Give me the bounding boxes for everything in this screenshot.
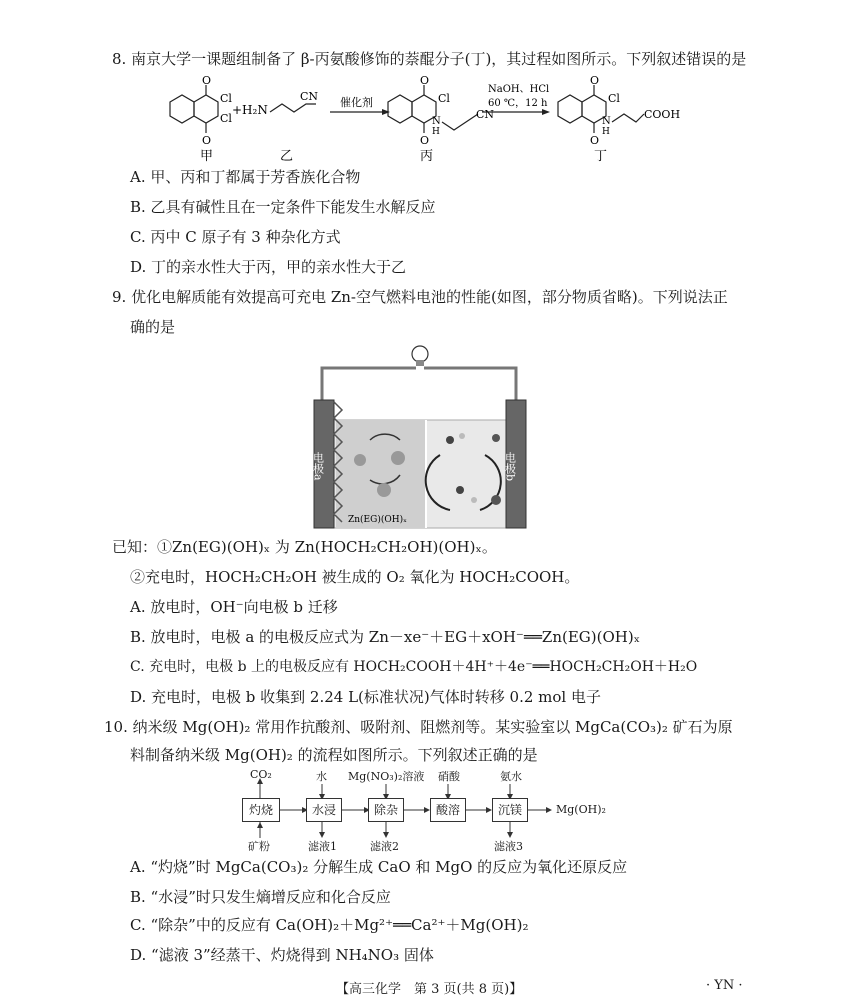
cond2: 60 ℃，12 h [488, 98, 548, 109]
q8-stem: 8. 南京大学一课题组制备了 β-丙氨酸修饰的萘醌分子(丁)，其过程如图所示。下列叙述错误的是 [112, 50, 747, 68]
cn-bing: CN [476, 108, 495, 121]
q9-known-1: 已知：①Zn(EG)(OH)ₓ 为 Zn(HOCH₂CH₂OH)(OH)ₓ。 [112, 538, 497, 556]
q9-option-a: A. 放电时，OH⁻向电极 b 迁移 [130, 598, 338, 616]
q9-option-b: B. 放电时，电极 a 的电极反应式为 Zn－xe⁻＋EG＋xOH⁻══Zn(EG)(OH)ₓ [130, 628, 641, 646]
o-bottom-ding: O [590, 134, 600, 147]
bulb-icon [412, 346, 428, 366]
compound-jia [170, 85, 218, 133]
flow-step-acid-dissolve: 酸溶 [430, 798, 466, 822]
flow-step-water-leach: 水浸 [306, 798, 342, 822]
flow-bottom-filtrate1: 滤液1 [308, 840, 337, 853]
q9-battery-diagram [300, 340, 540, 535]
q10-stem-line1: 10. 纳米级 Mg(OH)₂ 常用作抗酸剂、吸附剂、阻燃剂等。某实验室以 MgCa(CO₃)₂ 矿石为原 [104, 718, 733, 736]
label-bing: 丙 [420, 149, 434, 164]
flow-top-mgno3: Mg(NO₃)₂溶液 [348, 770, 425, 783]
n-ding: N [602, 116, 611, 127]
n-bing: N [432, 116, 441, 127]
footer-page-info: 【高三化学 第 3 页(共 8 页)】 [336, 982, 523, 997]
flow-bottom-ore-powder: 矿粉 [248, 840, 270, 853]
o-bottom-jia: O [202, 134, 212, 147]
flow-top-nitric-acid: 硝酸 [438, 770, 460, 783]
q9-stem-line2: 确的是 [130, 318, 176, 336]
zn-complex-label: Zn(EG)(OH)ₓ [348, 515, 407, 525]
q8-option-a: A. 甲、丙和丁都属于芳香族化合物 [130, 168, 361, 186]
label-ding: 丁 [594, 149, 608, 164]
flow-top-water: 水 [316, 770, 327, 783]
o-top-ding: O [590, 74, 600, 87]
h-ding: H [602, 127, 610, 137]
q10-option-c: C. “除杂”中的反应有 Ca(OH)₂＋Mg²⁺══Ca²⁺＋Mg(OH)₂ [130, 916, 529, 934]
o-top-jia: O [202, 74, 212, 87]
q8-option-d: D. 丁的亲水性大于丙，甲的亲水性大于乙 [130, 258, 407, 276]
flow-bottom-filtrate3: 滤液3 [494, 840, 523, 853]
compound-ding [558, 85, 644, 133]
q8-reaction-scheme [150, 72, 690, 167]
catalyst: 催化剂 [340, 96, 373, 109]
q10-flow-diagram [230, 768, 630, 852]
electrode-a-label: 电极a [311, 452, 325, 481]
q10-option-a: A. “灼烧”时 MgCa(CO₃)₂ 分解生成 CaO 和 MgO 的反应为氧化还原反应 [130, 858, 628, 876]
cl-bing: Cl [438, 92, 450, 105]
cl-ding: Cl [608, 92, 620, 105]
o-top-bing: O [420, 74, 430, 87]
q9-stem-line1: 9. 优化电解质能有效提高可充电 Zn-空气燃料电池的性能(如图，部分物质省略)。下列说法正 [112, 288, 728, 306]
h-bing: H [432, 127, 440, 137]
cl1-jia: Cl [220, 92, 232, 105]
q10-option-d: D. “滤液 3”经蒸干、灼烧得到 NH₄NO₃ 固体 [130, 946, 434, 964]
cl2-jia: Cl [220, 112, 232, 125]
flow-bottom-filtrate2: 滤液2 [370, 840, 399, 853]
cond1: NaOH、HCl [488, 84, 550, 95]
q8-option-c: C. 丙中 C 原子有 3 种杂化方式 [130, 228, 341, 246]
cooh-ding: COOH [644, 108, 681, 121]
o-bottom-bing: O [420, 134, 430, 147]
flow-top-co2: CO₂ [250, 768, 272, 781]
label-jia: 甲 [200, 149, 214, 164]
q10-stem-line2: 料制备纳米级 Mg(OH)₂ 的流程如图所示。下列叙述正确的是 [130, 746, 538, 764]
flow-top-ammonia: 氨水 [500, 770, 522, 783]
plus-h2n: +H₂N [232, 103, 268, 117]
q9-known-2: ②充电时，HOCH₂CH₂OH 被生成的 O₂ 氧化为 HOCH₂COOH。 [130, 568, 580, 586]
q9-option-d: D. 充电时，电极 b 收集到 2.24 L(标准状况)气体时转移 0.2 mol 电子 [130, 688, 601, 706]
label-yi: 乙 [280, 149, 294, 164]
flow-step-precipitate-mg: 沉镁 [492, 798, 528, 822]
flow-step-remove-impurity: 除杂 [368, 798, 404, 822]
q10-option-b: B. “水浸”时只发生熵增反应和化合反应 [130, 888, 391, 906]
footer-region-code: · YN · [706, 978, 743, 993]
flow-product: Mg(OH)₂ [556, 803, 606, 816]
q9-option-c: C. 充电时，电极 b 上的电极反应有 HOCH₂COOH＋4H⁺＋4e⁻══HOCH₂CH₂OH＋H₂O [130, 659, 698, 675]
electrode-b-label: 电极b [503, 452, 517, 482]
cn-yi: CN [300, 90, 319, 103]
q8-option-b: B. 乙具有碱性且在一定条件下能发生水解反应 [130, 198, 436, 216]
flow-step-burn: 灼烧 [242, 798, 280, 822]
